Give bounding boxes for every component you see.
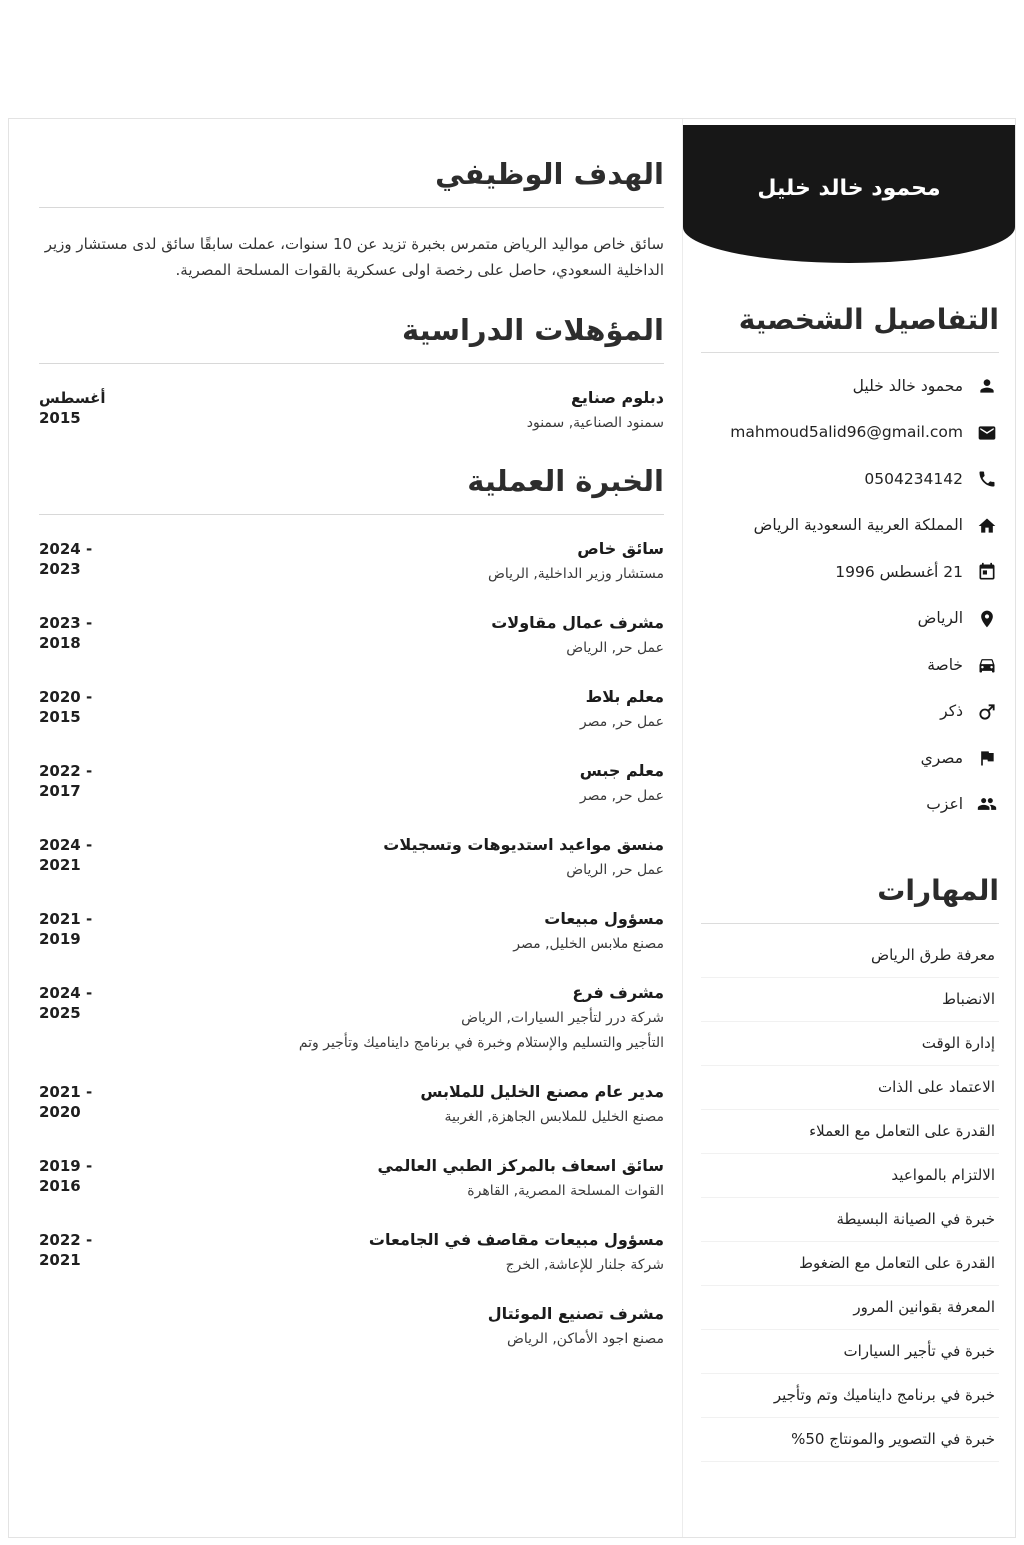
personal-details-title: التفاصيل الشخصية (738, 303, 999, 336)
job-organization: عمل حر, مصر (579, 714, 664, 730)
degree-title: دبلوم صنايع (570, 388, 664, 407)
experience-entry (39, 983, 664, 1054)
objective-text: سائق خاص مواليد الرياض متمرس بخبرة تزيد عن 10 سنوات، عملت سابقًا سائق لدى مستشار وزير الداخلية السعودي، حاصل على رخصة اولى عسكرية بالقوات المسلحة المصرية. (44, 235, 664, 279)
male-icon (977, 702, 997, 722)
experience-entry (39, 909, 664, 955)
job-organization: مصنع الخليل للملابس الجاهزة, الغربية (444, 1109, 664, 1125)
detail-item (701, 642, 999, 688)
job-title: مسؤول مبيعات مقاصف في الجامعات (368, 1230, 664, 1249)
detail-text: مصري (920, 748, 963, 767)
skill-item: القدرة على التعامل مع العملاء (701, 1110, 999, 1154)
detail-text: خاصة (927, 655, 963, 674)
experience-entries (39, 539, 664, 1350)
experience-entry-main (383, 835, 664, 881)
candidate-name: محمود خالد خليل (757, 175, 941, 201)
job-organization: شركة درر لتأجير السيارات, الرياض (461, 1010, 664, 1026)
experience-entry-main (420, 1082, 664, 1128)
experience-entry (39, 539, 664, 585)
job-dates: 2021 - 2020 (39, 1083, 93, 1122)
job-title: معلم جبس (579, 761, 664, 780)
job-organization: شركة جلنار للإعاشة, الخرج (505, 1257, 664, 1273)
detail-text: 21 أغسطس 1996 (835, 562, 963, 581)
detail-item (701, 595, 999, 641)
education-entries (39, 388, 664, 434)
detail-item (701, 363, 999, 409)
education-entry (39, 388, 664, 434)
job-organization: مصنع ملابس الخليل, مصر (513, 936, 664, 952)
school-name: سمنود الصناعية, سمنود (526, 415, 664, 431)
experience-entry (39, 835, 664, 881)
experience-entry-main (580, 687, 664, 733)
objective-title: الهدف الوظيفي (39, 157, 664, 208)
job-dates: 2024 - 2025 (39, 984, 93, 1023)
job-dates: 2019 - 2016 (39, 1157, 93, 1196)
detail-item (701, 781, 999, 827)
job-title: سائق اسعاف بالمركز الطبي العالمي (377, 1156, 664, 1175)
job-title: منسق مواعيد استديوهات وتسجيلات (383, 835, 664, 854)
experience-entry (39, 1156, 664, 1202)
job-dates: 2020 - 2015 (39, 688, 93, 727)
experience-title: الخبرة العملية (39, 464, 664, 515)
experience-entry (39, 1082, 664, 1128)
personal-details-list (701, 363, 999, 828)
experience-entry-main (580, 761, 664, 807)
job-title: مشرف فرع (572, 983, 664, 1002)
header-banner (683, 125, 1015, 263)
experience-entry-main (488, 1304, 664, 1350)
experience-entry (39, 687, 664, 733)
detail-text: ذكر (940, 702, 963, 721)
experience-entry-main (377, 1156, 664, 1202)
skill-item: الالتزام بالمواعيد (701, 1154, 999, 1198)
skill-item: خبرة في التصوير والمونتاج 50% (701, 1418, 999, 1462)
job-dates: 2024 - 2021 (39, 836, 93, 875)
detail-text: اعزب (926, 795, 963, 814)
detail-text: محمود خالد خليل (852, 377, 963, 395)
skill-item: خبرة في تأجير السيارات (701, 1330, 999, 1374)
objective-section (39, 157, 664, 283)
home-icon (977, 516, 997, 536)
sidebar-content (683, 303, 1015, 1486)
flag-icon (977, 748, 997, 768)
skill-item: خبرة في الصيانة البسيطة (701, 1198, 999, 1242)
detail-text: المملكة العربية السعودية الرياض (753, 516, 963, 535)
skill-item: القدرة على التعامل مع الضغوط (701, 1242, 999, 1286)
calendar-icon (977, 562, 997, 582)
education-title: المؤهلات الدراسية (39, 313, 664, 364)
experience-entry (39, 613, 664, 659)
job-description: التأجير والتسليم والإستلام وخبرة في برنامج دايناميك وتأجير وتم (298, 1035, 664, 1051)
job-organization: عمل حر, الرياض (566, 862, 664, 878)
person-icon (977, 376, 997, 396)
experience-entry-main (513, 909, 664, 955)
detail-text: 0504234142 (864, 469, 963, 488)
experience-entry-main (299, 983, 664, 1054)
job-title: مشرف عمال مقاولات (491, 613, 664, 632)
skills-title: المهارات (877, 873, 999, 907)
phone-icon (977, 469, 997, 489)
detail-item (701, 409, 999, 455)
job-organization: عمل حر, مصر (579, 788, 664, 804)
divider (701, 923, 999, 924)
skills-list (701, 934, 999, 1462)
job-dates: 2022 - 2017 (39, 762, 93, 801)
job-title: معلم بلاط (585, 687, 664, 706)
envelope-icon (977, 423, 997, 443)
experience-entry-main (491, 613, 664, 659)
skill-item: الاعتماد على الذات (701, 1066, 999, 1110)
education-section (39, 313, 664, 434)
experience-entry (39, 1230, 664, 1276)
detail-item (701, 456, 999, 502)
experience-section (39, 464, 664, 1350)
education-date: أغسطس 2015 (39, 389, 106, 428)
skill-item: خبرة في برنامج دايناميك وتم وتأجير (701, 1374, 999, 1418)
detail-item (701, 688, 999, 734)
experience-entry-main (488, 539, 664, 585)
skill-item: معرفة طرق الرياض (701, 934, 999, 978)
main-content (9, 119, 682, 1537)
job-dates: 2023 - 2018 (39, 614, 93, 653)
skill-item: الانضباط (701, 978, 999, 1022)
cv-page (8, 118, 1016, 1538)
job-dates: 2024 - 2023 (39, 540, 93, 579)
location-pin-icon (977, 609, 997, 629)
job-title: مشرف تصنيع الموئتال (487, 1304, 664, 1323)
detail-text: mahmoud5alid96@gmail.com (730, 423, 963, 442)
experience-entry (39, 761, 664, 807)
job-title: مدير عام مصنع الخليل للملابس (420, 1082, 664, 1101)
job-organization: مصنع اجود الأماكن, الرياض (506, 1331, 664, 1347)
skill-item: المعرفة بقوانين المرور (701, 1286, 999, 1330)
education-entry-main (527, 388, 664, 434)
job-dates: 2021 - 2019 (39, 910, 93, 949)
job-organization: عمل حر, الرياض (566, 640, 664, 656)
job-organization: القوات المسلحة المصرية, القاهرة (467, 1183, 664, 1199)
skill-item: إدارة الوقت (701, 1022, 999, 1066)
job-organization: مستشار وزير الداخلية, الرياض (487, 566, 664, 582)
car-icon (977, 655, 997, 675)
job-title: مسؤول مبيعات (544, 909, 664, 928)
job-title: سائق خاص (577, 539, 664, 558)
people-icon (977, 794, 997, 814)
divider (701, 352, 999, 353)
experience-entry-main (369, 1230, 664, 1276)
detail-item (701, 502, 999, 548)
detail-text: الرياض (917, 609, 963, 628)
sidebar (682, 119, 1015, 1537)
detail-item (701, 549, 999, 595)
experience-entry (39, 1304, 664, 1350)
job-dates: 2022 - 2021 (39, 1231, 93, 1270)
detail-item (701, 735, 999, 781)
